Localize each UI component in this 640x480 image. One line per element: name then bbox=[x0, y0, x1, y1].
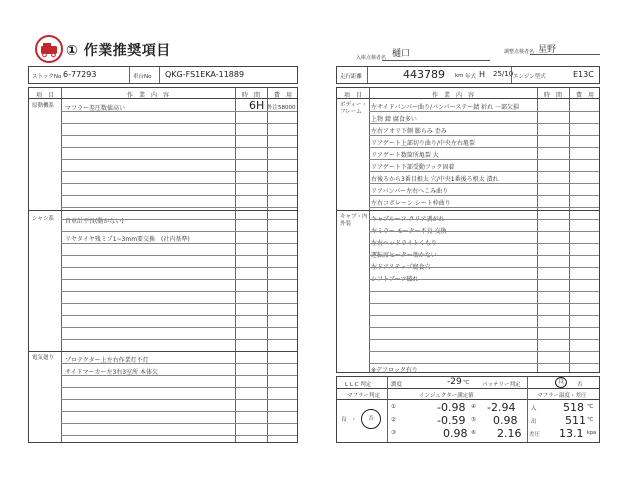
right-row-text: シフトブーツ破れ bbox=[371, 276, 419, 283]
left-row-cost: 外注58000 bbox=[267, 105, 296, 111]
injector-num: ⑥ bbox=[471, 430, 476, 436]
table-rule bbox=[61, 123, 297, 124]
info-right-box bbox=[336, 66, 600, 84]
table-rule bbox=[369, 171, 599, 172]
table-rule bbox=[61, 147, 297, 148]
battery-bad: 否 bbox=[577, 382, 583, 388]
engine-value: E13C bbox=[573, 70, 594, 79]
year-label: 年式 bbox=[465, 74, 477, 80]
right-header-time: 時 間 bbox=[543, 92, 562, 99]
injector-num: ① bbox=[391, 404, 396, 410]
inspector1-label: 入庫点検者名 bbox=[356, 55, 387, 61]
table-rule bbox=[369, 195, 599, 196]
table-rule bbox=[61, 435, 297, 436]
table-rule bbox=[61, 339, 297, 340]
era: H bbox=[479, 70, 486, 79]
table-rule bbox=[369, 111, 599, 112]
temp-unit: ℃ bbox=[587, 417, 594, 423]
measurement-box: L L C 判定 濃度 -29 ℃ バッテリー判定 良 否 マフラー判定 インジェクター測定値 マフラー温度・差圧 良 ・ 否 ① -0.98 ② -0.59 ③ 0.98 ④ -2.94 ⑤ 0.98 ⑥ 2.16 入 518 ℃ 出 511 ℃ 差圧 13.1 kpa bbox=[336, 376, 600, 443]
title-text: 作業推奨項目 bbox=[83, 43, 171, 59]
left-header-item: 項 目 bbox=[35, 92, 54, 99]
page-title bbox=[66, 40, 171, 60]
table-rule bbox=[369, 351, 599, 352]
year-value: 25/10 bbox=[493, 70, 514, 78]
right-row-text: リアバンパー左右へこみ曲り bbox=[371, 188, 449, 195]
left-row-text: 自車計不良(動かない) bbox=[65, 218, 124, 225]
right-row-text: リアゲート下部受動フック固着 bbox=[371, 164, 455, 171]
table-rule bbox=[61, 267, 297, 268]
temp-label: 出 bbox=[531, 419, 537, 425]
table-rule bbox=[61, 399, 297, 400]
table-rule bbox=[61, 111, 297, 112]
left-category-engine: 原動機系 bbox=[32, 103, 55, 109]
model-label: 車台No bbox=[133, 74, 152, 80]
right-note: ※デフロック有り bbox=[371, 367, 418, 374]
muffler-bad: 否 bbox=[361, 409, 381, 429]
left-row-text: リヤタイヤ残ミゾ1~3mm要交換 (社内基準) bbox=[65, 236, 190, 243]
table-rule bbox=[369, 159, 599, 160]
muffler-temp-label: マフラー温度・差圧 bbox=[537, 393, 587, 399]
company-logo bbox=[34, 34, 64, 64]
table-rule bbox=[61, 387, 297, 388]
temp-value: 511 bbox=[565, 414, 586, 427]
temp-value: 13.1 bbox=[559, 427, 584, 440]
left-header-time: 時 間 bbox=[241, 92, 260, 99]
injector-value: 0.98 bbox=[443, 427, 468, 440]
right-row-text: 左ドアステップ腐食穴 bbox=[371, 264, 431, 271]
engine-label: エンジン型式 bbox=[513, 74, 546, 80]
title-number: ① bbox=[66, 43, 79, 59]
table-rule bbox=[61, 183, 297, 184]
right-row-text: 左ミラー モーター不良 交換 bbox=[371, 228, 447, 235]
stock-label: ストックNo bbox=[32, 74, 62, 80]
battery-good: 良 bbox=[555, 377, 567, 388]
right-category-cab: キャブ・内外装 bbox=[340, 214, 368, 227]
table-rule bbox=[61, 423, 297, 424]
mileage-unit: km bbox=[455, 73, 464, 79]
inspector2-label: 調整点検者名 bbox=[504, 49, 535, 55]
left-header-work: 作 業 内 容 bbox=[126, 92, 169, 99]
left-category-electrical: 電気廻り bbox=[32, 355, 55, 361]
temp-unit: kpa bbox=[587, 430, 597, 436]
table-rule bbox=[369, 243, 599, 244]
table-rule bbox=[369, 147, 599, 148]
right-row-text: 運転席ヒーター効かない bbox=[371, 252, 437, 259]
battery-label: バッテリー判定 bbox=[482, 382, 521, 388]
table-rule bbox=[61, 411, 297, 412]
table-rule bbox=[369, 231, 599, 232]
injector-label: インジェクター測定値 bbox=[419, 393, 474, 399]
model-value: QKG-FS1EKA-11889 bbox=[165, 70, 245, 79]
table-rule bbox=[61, 255, 297, 256]
table-rule bbox=[61, 327, 297, 328]
table-rule bbox=[369, 327, 599, 328]
injector-num: ④ bbox=[471, 404, 476, 410]
table-rule bbox=[369, 303, 599, 304]
right-row-text: 左右アオリ下側 膨らみ 歪み bbox=[371, 128, 447, 135]
right-row-text: 上物 錆 腐食多い bbox=[371, 116, 417, 123]
right-work-table bbox=[336, 87, 600, 373]
table-rule bbox=[61, 231, 297, 232]
table-rule bbox=[61, 279, 297, 280]
right-row-text: キャブルーフ クリア剥がれ bbox=[371, 216, 445, 223]
injector-value: -0.98 bbox=[437, 401, 466, 414]
injector-value: 2.16 bbox=[497, 427, 522, 440]
table-rule bbox=[369, 135, 599, 136]
mileage-value: 443789 bbox=[403, 68, 445, 81]
left-row-text: サイドマーカー左3右3室所 本体欠 bbox=[65, 369, 159, 376]
table-rule bbox=[369, 267, 599, 268]
table-rule bbox=[61, 207, 297, 208]
table-rule bbox=[61, 219, 297, 220]
table-rule bbox=[369, 255, 599, 256]
mileage-label: 走行距離 bbox=[340, 74, 363, 80]
muffler-good: 良 bbox=[341, 417, 347, 423]
injector-value: -0.59 bbox=[437, 414, 466, 427]
table-rule bbox=[369, 183, 599, 184]
right-row-text: 左右コボレーン シート枠曲り bbox=[371, 200, 451, 207]
left-header-cost: 費 用 bbox=[273, 92, 292, 99]
table-rule bbox=[369, 339, 599, 340]
table-rule bbox=[61, 171, 297, 172]
right-header-work: 作 業 内 容 bbox=[431, 92, 474, 99]
left-work-table bbox=[28, 87, 298, 443]
temp-label: 入 bbox=[531, 406, 537, 412]
table-rule bbox=[369, 363, 599, 364]
llc-concentration-unit: ℃ bbox=[463, 380, 470, 386]
right-header-cost: 費 用 bbox=[575, 92, 594, 99]
injector-num: ② bbox=[391, 417, 396, 423]
table-rule bbox=[61, 363, 297, 364]
info-left-box bbox=[28, 66, 298, 84]
table-rule bbox=[61, 315, 297, 316]
right-header-item: 項 目 bbox=[343, 92, 362, 99]
table-rule bbox=[369, 207, 599, 208]
right-row-text: 右後ろから3番目根太 穴/中央1番後ろ根太 潰れ bbox=[371, 176, 499, 183]
temp-unit: ℃ bbox=[587, 404, 594, 410]
stock-value: 6-77293 bbox=[63, 70, 97, 79]
muffler-label: マフラー判定 bbox=[347, 393, 381, 399]
injector-value: 0.98 bbox=[493, 414, 518, 427]
right-category-body: ボディー・フレーム bbox=[340, 102, 368, 115]
table-rule bbox=[61, 291, 297, 292]
table-rule bbox=[61, 243, 297, 244]
table-rule bbox=[369, 291, 599, 292]
table-rule bbox=[369, 123, 599, 124]
llc-label: L L C 判定 bbox=[345, 382, 372, 388]
table-rule bbox=[369, 315, 599, 316]
left-row-text: マフラー差圧数値高い bbox=[65, 105, 126, 112]
temp-label: 差圧 bbox=[529, 432, 541, 438]
inspector1-name: 樋口 bbox=[392, 49, 411, 59]
injector-value: -2.94 bbox=[487, 401, 516, 414]
table-rule bbox=[61, 303, 297, 304]
table-rule bbox=[61, 135, 297, 136]
table-rule bbox=[61, 159, 297, 160]
right-row-text: リアゲート上部切り曲り/中央左右亀裂 bbox=[371, 140, 475, 147]
right-row-text: 左サイドバンパー曲り/バンパーステー錆 折れ 一部欠損 bbox=[371, 104, 520, 111]
injector-num: ③ bbox=[391, 430, 396, 436]
left-category-chassis: シャシ系 bbox=[32, 216, 54, 222]
table-rule bbox=[369, 219, 599, 220]
right-row-text: 左右ヘッドライトくもり bbox=[371, 240, 437, 247]
injector-num: ⑤ bbox=[471, 417, 476, 423]
table-rule bbox=[369, 279, 599, 280]
llc-concentration-label: 濃度 bbox=[391, 382, 403, 388]
temp-value: 518 bbox=[563, 401, 584, 414]
right-row-text: リアゲート数箇所亀裂 大 bbox=[371, 152, 439, 159]
table-rule bbox=[61, 375, 297, 376]
table-rule bbox=[61, 195, 297, 196]
llc-concentration-value: -29 bbox=[447, 377, 462, 387]
left-row-time: 6H bbox=[249, 99, 265, 112]
inspector2-name: 星野 bbox=[538, 45, 557, 55]
left-row-text: プロテクター上左右作業灯不灯 bbox=[65, 357, 149, 364]
